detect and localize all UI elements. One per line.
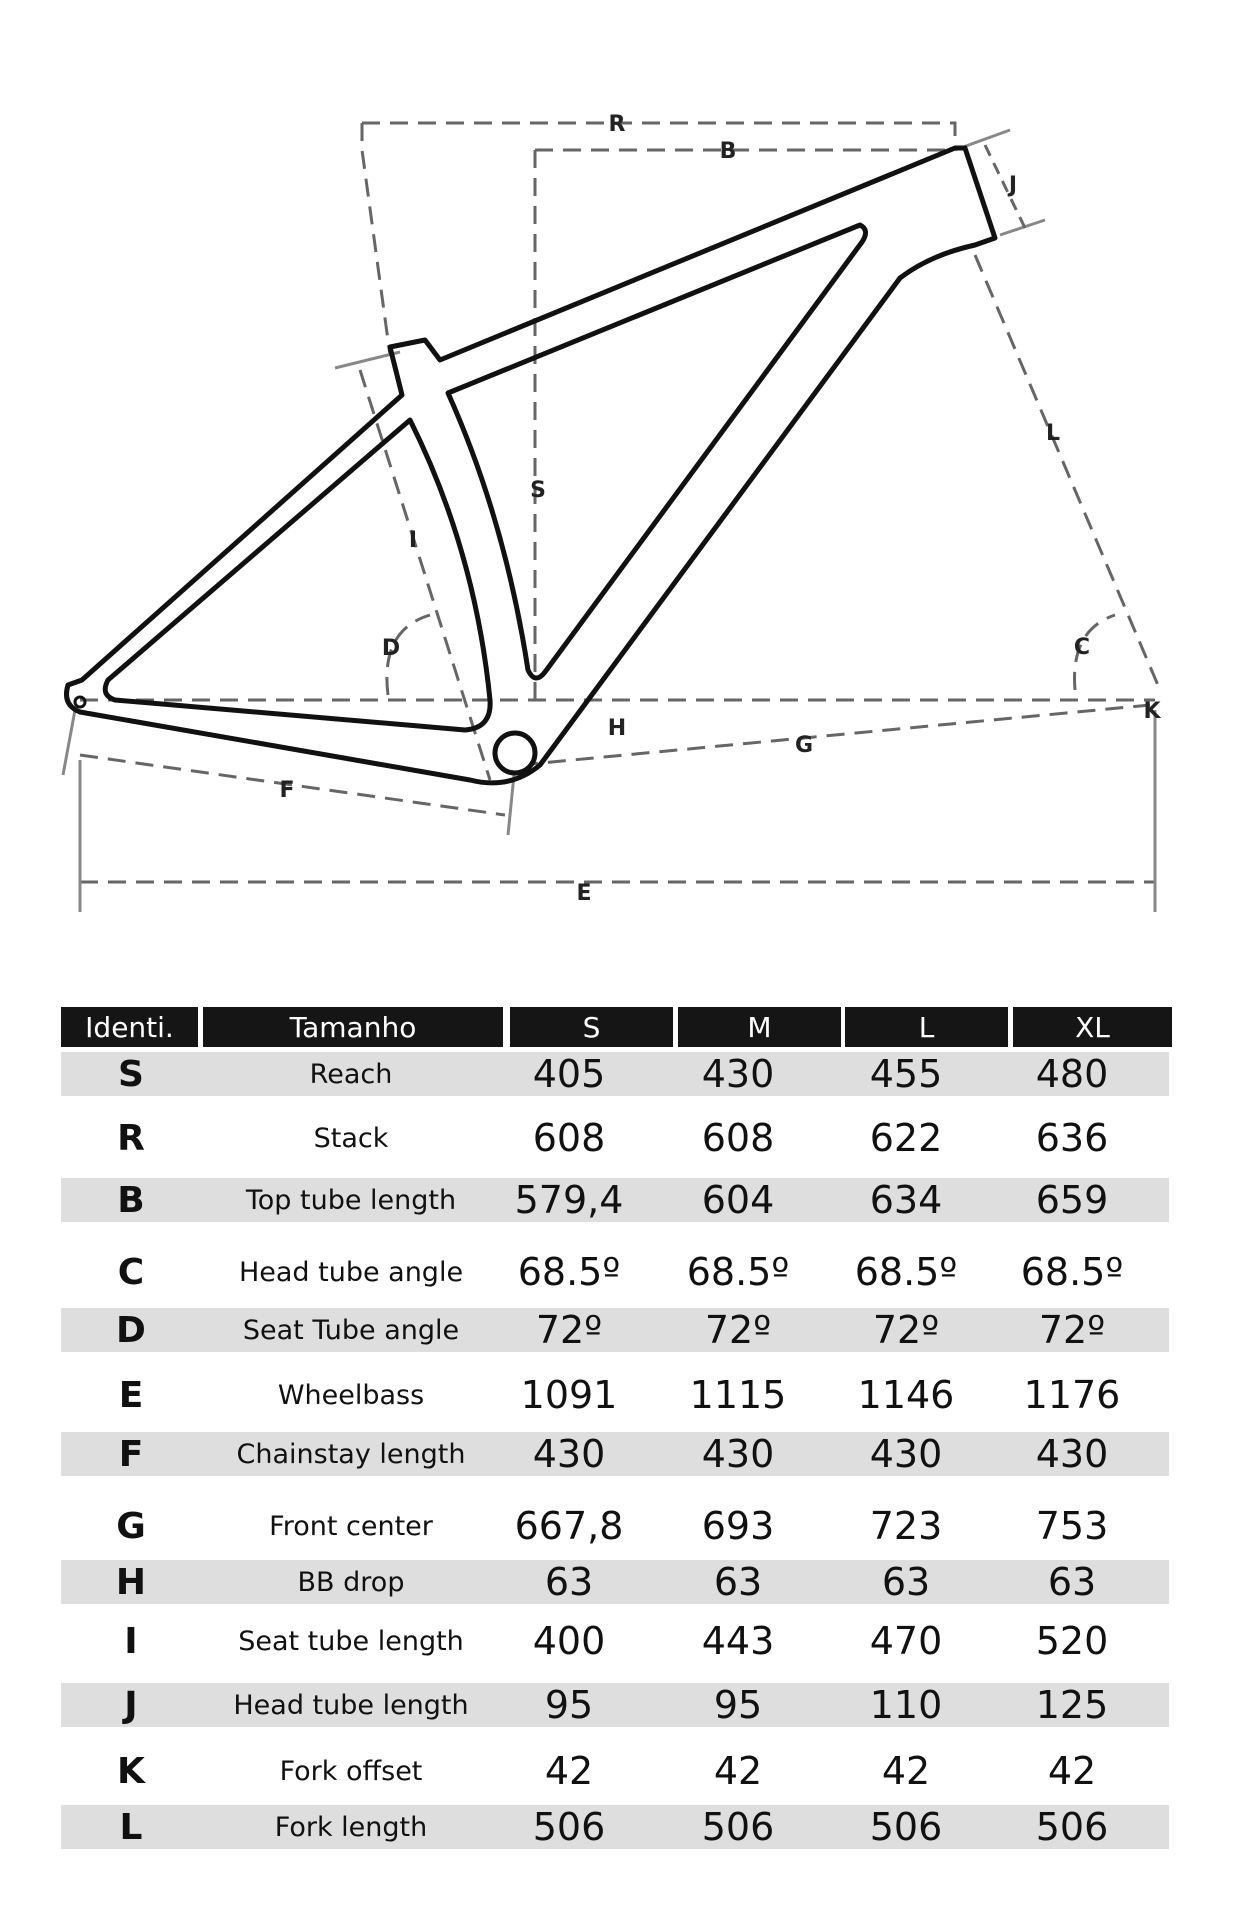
row-value-xl: 125	[1035, 1683, 1109, 1727]
row-value-m: 608	[701, 1116, 775, 1160]
row-identifier: I	[124, 1620, 138, 1662]
row-value-l: 68.5º	[854, 1250, 958, 1294]
label-g: G	[794, 733, 814, 758]
row-value-l: 72º	[872, 1308, 940, 1352]
label-r: R	[608, 112, 626, 137]
label-s: S	[530, 478, 546, 503]
row-measurement-name: Seat Tube angle	[242, 1314, 460, 1346]
table-row	[61, 1495, 1169, 1557]
row-measurement-name: BB drop	[297, 1566, 405, 1598]
label-b: B	[719, 139, 737, 164]
row-value-m: 506	[701, 1805, 775, 1849]
header-identi: Identi.	[61, 1007, 198, 1047]
row-value-s: 506	[532, 1805, 606, 1849]
row-value-m: 604	[701, 1178, 775, 1222]
row-measurement-name: Head tube angle	[238, 1256, 464, 1288]
table-row	[61, 1612, 1169, 1670]
row-identifier: L	[119, 1806, 143, 1848]
ext-line-f-left	[63, 710, 75, 775]
frame-geometry-diagram	[0, 0, 1241, 940]
row-value-m: 95	[713, 1683, 763, 1727]
row-value-m: 430	[701, 1052, 775, 1096]
row-identifier: E	[118, 1374, 144, 1416]
header-tamanho: Tamanho	[203, 1007, 503, 1047]
label-l: L	[1045, 421, 1061, 446]
row-value-m: 63	[713, 1560, 763, 1604]
rear-axle	[75, 697, 85, 707]
row-identifier: K	[117, 1750, 145, 1792]
row-value-l: 430	[869, 1432, 943, 1476]
row-value-s: 608	[532, 1116, 606, 1160]
table-row	[61, 1683, 1169, 1727]
row-value-s: 68.5º	[517, 1250, 621, 1294]
bike-frame	[67, 148, 996, 783]
row-value-xl: 430	[1035, 1432, 1109, 1476]
row-identifier: B	[117, 1179, 145, 1221]
row-value-l: 622	[869, 1116, 943, 1160]
row-value-l: 634	[869, 1178, 943, 1222]
row-value-xl: 636	[1035, 1116, 1109, 1160]
table-row	[61, 1432, 1169, 1476]
row-value-s: 95	[544, 1683, 594, 1727]
row-value-m: 443	[701, 1619, 775, 1663]
row-value-xl: 1176	[1023, 1373, 1121, 1417]
row-value-xl: 42	[1047, 1749, 1097, 1793]
extension-lines	[63, 130, 1155, 912]
row-value-m: 68.5º	[686, 1250, 790, 1294]
row-value-xl: 480	[1035, 1052, 1109, 1096]
row-value-xl: 659	[1035, 1178, 1109, 1222]
row-value-s: 405	[532, 1052, 606, 1096]
row-value-s: 1091	[520, 1373, 618, 1417]
row-identifier: R	[117, 1117, 145, 1159]
row-value-m: 72º	[704, 1308, 772, 1352]
label-f: F	[279, 778, 295, 803]
header-size-m: M	[678, 1007, 841, 1047]
row-measurement-name: Wheelbass	[277, 1379, 425, 1411]
rear-triangle-inner	[105, 420, 490, 730]
row-measurement-name: Fork offset	[279, 1755, 423, 1787]
row-value-xl: 63	[1047, 1560, 1097, 1604]
row-identifier: G	[116, 1505, 146, 1547]
row-value-s: 430	[532, 1432, 606, 1476]
row-measurement-name: Reach	[309, 1058, 393, 1090]
row-value-m: 693	[701, 1504, 775, 1548]
dim-line-r	[362, 123, 955, 150]
row-value-s: 63	[544, 1560, 594, 1604]
row-value-s: 72º	[535, 1308, 603, 1352]
row-identifier: C	[117, 1251, 145, 1293]
dimension-lines	[80, 123, 1160, 882]
row-value-s: 667,8	[514, 1504, 624, 1548]
row-measurement-name: Head tube length	[233, 1689, 469, 1721]
label-k: K	[1143, 699, 1161, 724]
row-identifier: S	[118, 1053, 144, 1095]
row-value-xl: 506	[1035, 1805, 1109, 1849]
dim-line-r-left	[362, 123, 390, 355]
table-row	[61, 1805, 1169, 1849]
label-c: C	[1073, 635, 1091, 660]
label-d: D	[381, 636, 401, 661]
label-j: J	[1008, 173, 1018, 198]
table-row	[61, 1052, 1169, 1096]
frame-outer	[67, 148, 996, 783]
row-identifier: H	[115, 1561, 147, 1603]
table-row	[61, 1742, 1169, 1800]
row-measurement-name: Top tube length	[245, 1184, 457, 1216]
table-row	[61, 1178, 1169, 1222]
row-value-xl: 68.5º	[1020, 1250, 1124, 1294]
row-value-l: 455	[869, 1052, 943, 1096]
row-value-xl: 753	[1035, 1504, 1109, 1548]
table-row	[61, 1367, 1169, 1423]
table-row	[61, 1240, 1169, 1304]
row-value-m: 1115	[689, 1373, 787, 1417]
row-value-l: 42	[881, 1749, 931, 1793]
label-i: I	[408, 528, 418, 553]
row-value-s: 579,4	[514, 1178, 624, 1222]
label-e: E	[576, 881, 592, 906]
dim-line-l	[975, 255, 1160, 690]
row-identifier: F	[118, 1433, 144, 1475]
row-measurement-name: Fork length	[274, 1811, 428, 1843]
row-value-m: 430	[701, 1432, 775, 1476]
table-row	[61, 1308, 1169, 1352]
row-measurement-name: Front center	[269, 1510, 433, 1542]
header-size-xl: XL	[1013, 1007, 1172, 1047]
dim-line-j	[985, 145, 1025, 228]
row-value-l: 110	[869, 1683, 943, 1727]
row-value-l: 723	[869, 1504, 943, 1548]
row-identifier: J	[124, 1684, 138, 1726]
row-value-s: 400	[532, 1619, 606, 1663]
row-value-l: 1146	[857, 1373, 955, 1417]
ext-line-f-right	[508, 765, 515, 835]
row-value-l: 63	[881, 1560, 931, 1604]
row-value-l: 470	[869, 1619, 943, 1663]
header-size-s: S	[510, 1007, 673, 1047]
table-row	[61, 1560, 1169, 1604]
row-measurement-name: Seat tube length	[238, 1625, 464, 1657]
label-h: H	[607, 716, 627, 741]
row-value-xl: 72º	[1038, 1308, 1106, 1352]
row-value-m: 42	[713, 1749, 763, 1793]
row-identifier: D	[116, 1309, 146, 1351]
row-value-s: 42	[544, 1749, 594, 1793]
bottom-bracket	[495, 733, 535, 773]
row-value-l: 506	[869, 1805, 943, 1849]
row-value-xl: 520	[1035, 1619, 1109, 1663]
row-measurement-name: Stack	[313, 1122, 389, 1154]
row-measurement-name: Chainstay length	[236, 1438, 466, 1470]
header-size-l: L	[845, 1007, 1008, 1047]
table-row	[61, 1112, 1169, 1164]
